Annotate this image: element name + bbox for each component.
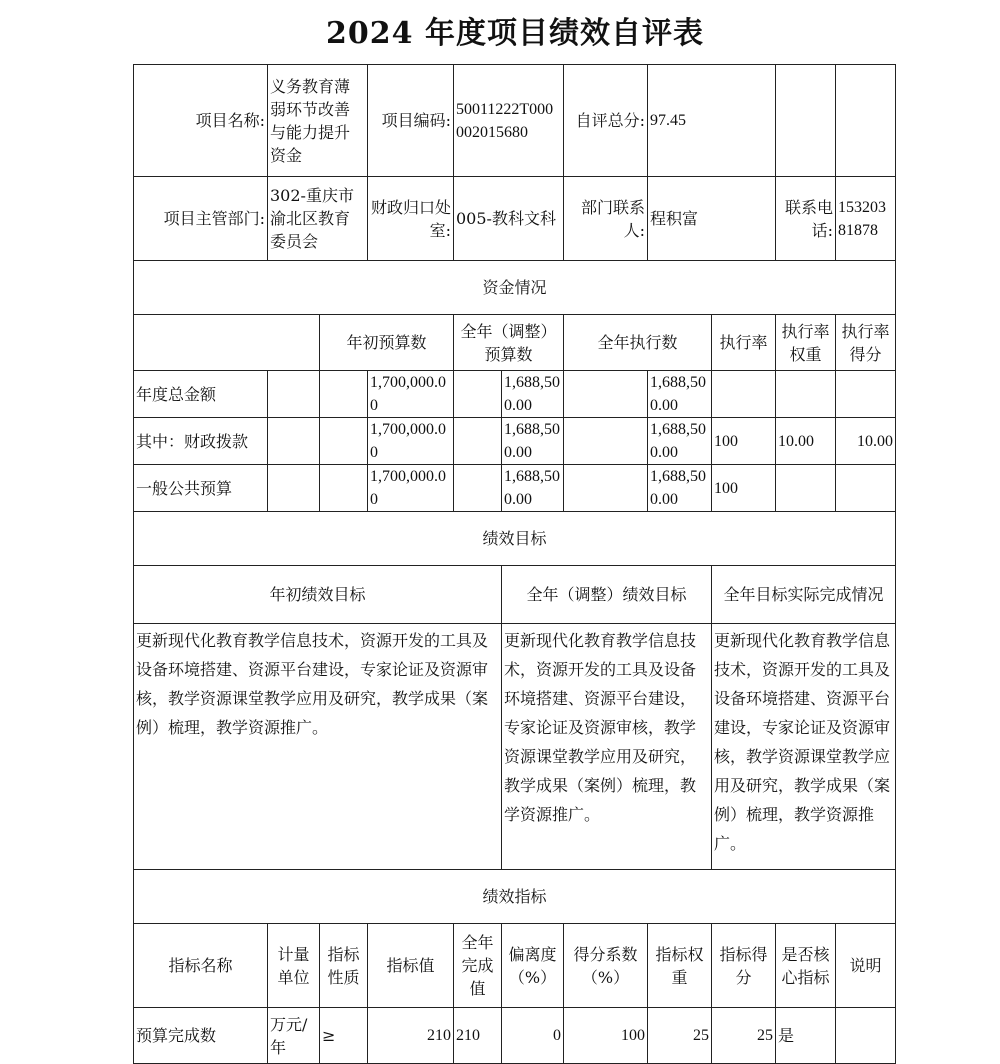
goals-header-initial: 年初绩效目标 bbox=[134, 566, 502, 624]
indicator-row bbox=[134, 1008, 896, 1064]
funds-row-weight: 10.00 bbox=[776, 418, 836, 465]
funds-row-score bbox=[836, 465, 896, 512]
ind-core: 是 bbox=[776, 1008, 836, 1064]
ind-note bbox=[836, 1008, 896, 1064]
funds-row-initial: 1,700,000.00 bbox=[368, 418, 454, 465]
ind-header-coef: 得分系数（%） bbox=[564, 924, 648, 1008]
funds-row-name: 其中：财政拨款 bbox=[134, 418, 268, 465]
funds-row-weight bbox=[776, 371, 836, 418]
ind-score: 25 bbox=[712, 1008, 776, 1064]
ind-header-value: 指标值 bbox=[368, 924, 454, 1008]
funds-row-score: 10.00 bbox=[836, 418, 896, 465]
funds-row bbox=[134, 465, 896, 512]
contact-label: 部门联系人: bbox=[564, 177, 648, 261]
ind-header-nature: 指标性质 bbox=[320, 924, 368, 1008]
project-name-label: 项目名称: bbox=[134, 65, 268, 177]
ind-header-unit: 计量单位 bbox=[268, 924, 320, 1008]
evaluation-table bbox=[133, 64, 896, 1064]
ind-header-deviation: 偏离度（%） bbox=[502, 924, 564, 1008]
indicators-section bbox=[134, 870, 896, 924]
funds-row-name: 年度总金额 bbox=[134, 371, 268, 418]
dept-label: 项目主管部门: bbox=[134, 177, 268, 261]
funds-row-rate: 100 bbox=[712, 465, 776, 512]
goals-initial: 更新现代化教育教学信息技术，资源开发的工具及设备环境搭建、资源平台建设，专家论证及资源审核，教学资源课堂教学应用及研究，教学成果（案例）梳理，教学资源推广。 bbox=[134, 624, 502, 870]
funds-header-adjusted: 全年（调整）预算数 bbox=[454, 315, 564, 371]
funds-row bbox=[134, 418, 896, 465]
funds-header-row bbox=[134, 315, 896, 371]
contact: 程积富 bbox=[648, 177, 776, 261]
self-score-label: 自评总分: bbox=[564, 65, 648, 177]
funds-section-title: 资金情况 bbox=[134, 261, 896, 315]
indicators-section-title: 绩效指标 bbox=[134, 870, 896, 924]
goals-actual: 更新现代化教育教学信息技术，资源开发的工具及设备环境搭建、资源平台建设，专家论证及资源审核，教学资源课堂教学应用及研究，教学成果（案例）梳理，教学资源推广。 bbox=[712, 624, 896, 870]
ind-deviation: 0 bbox=[502, 1008, 564, 1064]
ind-nature: ≥ bbox=[320, 1008, 368, 1064]
funds-row-rate bbox=[712, 371, 776, 418]
funds-row-adjusted: 1,688,500.00 bbox=[502, 465, 564, 512]
funds-row-executed: 1,688,500.00 bbox=[648, 418, 712, 465]
ind-header-actual: 全年完成值 bbox=[454, 924, 502, 1008]
ind-header-weight: 指标权重 bbox=[648, 924, 712, 1008]
funds-row bbox=[134, 371, 896, 418]
goals-header-actual: 全年目标实际完成情况 bbox=[712, 566, 896, 624]
goals-adjusted: 更新现代化教育教学信息技术，资源开发的工具及设备环境搭建、资源平台建设，专家论证及资源审核，教学资源课堂教学应用及研究，教学成果（案例）梳理，教学资源推广。 bbox=[502, 624, 712, 870]
ind-unit: 万元/年 bbox=[268, 1008, 320, 1064]
funds-header-executed: 全年执行数 bbox=[564, 315, 712, 371]
project-name: 义务教育薄弱环节改善与能力提升资金 bbox=[268, 65, 368, 177]
funds-row-adjusted: 1,688,500.00 bbox=[502, 371, 564, 418]
goals-content-row bbox=[134, 624, 896, 870]
indicators-header-row bbox=[134, 924, 896, 1008]
funds-header-initial: 年初预算数 bbox=[320, 315, 454, 371]
ind-weight: 25 bbox=[648, 1008, 712, 1064]
project-code-label: 项目编码: bbox=[368, 65, 454, 177]
funds-row-adjusted: 1,688,500.00 bbox=[502, 418, 564, 465]
finance: 005-教科文科 bbox=[454, 177, 564, 261]
phone: 15320381878 bbox=[836, 177, 896, 261]
ind-header-name: 指标名称 bbox=[134, 924, 268, 1008]
funds-row-weight bbox=[776, 465, 836, 512]
ind-header-core: 是否核心指标 bbox=[776, 924, 836, 1008]
funds-row-initial: 1,700,000.00 bbox=[368, 465, 454, 512]
dept: 302-重庆市渝北区教育委员会 bbox=[268, 177, 368, 261]
ind-header-note: 说明 bbox=[836, 924, 896, 1008]
info-row-2 bbox=[134, 177, 896, 261]
ind-name: 预算完成数 bbox=[134, 1008, 268, 1064]
goals-section-title: 绩效目标 bbox=[134, 512, 896, 566]
funds-row-executed: 1,688,500.00 bbox=[648, 465, 712, 512]
info-row-1 bbox=[134, 65, 896, 177]
goals-header-row bbox=[134, 566, 896, 624]
ind-header-score: 指标得分 bbox=[712, 924, 776, 1008]
ind-actual: 210 bbox=[454, 1008, 502, 1064]
funds-header-rate: 执行率 bbox=[712, 315, 776, 371]
goals-section bbox=[134, 512, 896, 566]
ind-value: 210 bbox=[368, 1008, 454, 1064]
self-score: 97.45 bbox=[648, 65, 776, 177]
funds-row-initial: 1,700,000.00 bbox=[368, 371, 454, 418]
funds-row-rate: 100 bbox=[712, 418, 776, 465]
page-title: 2024 年度项目绩效自评表 bbox=[326, 16, 704, 51]
goals-header-adjusted: 全年（调整）绩效目标 bbox=[502, 566, 712, 624]
funds-row-executed: 1,688,500.00 bbox=[648, 371, 712, 418]
funds-row-name: 一般公共预算 bbox=[134, 465, 268, 512]
funds-header-weight: 执行率权重 bbox=[776, 315, 836, 371]
phone-label: 联系电话: bbox=[776, 177, 836, 261]
ind-coef: 100 bbox=[564, 1008, 648, 1064]
finance-label: 财政归口处室: bbox=[368, 177, 454, 261]
project-code: 50011222T000002015680 bbox=[454, 65, 564, 177]
funds-section bbox=[134, 261, 896, 315]
funds-header-score: 执行率得分 bbox=[836, 315, 896, 371]
funds-row-score bbox=[836, 371, 896, 418]
